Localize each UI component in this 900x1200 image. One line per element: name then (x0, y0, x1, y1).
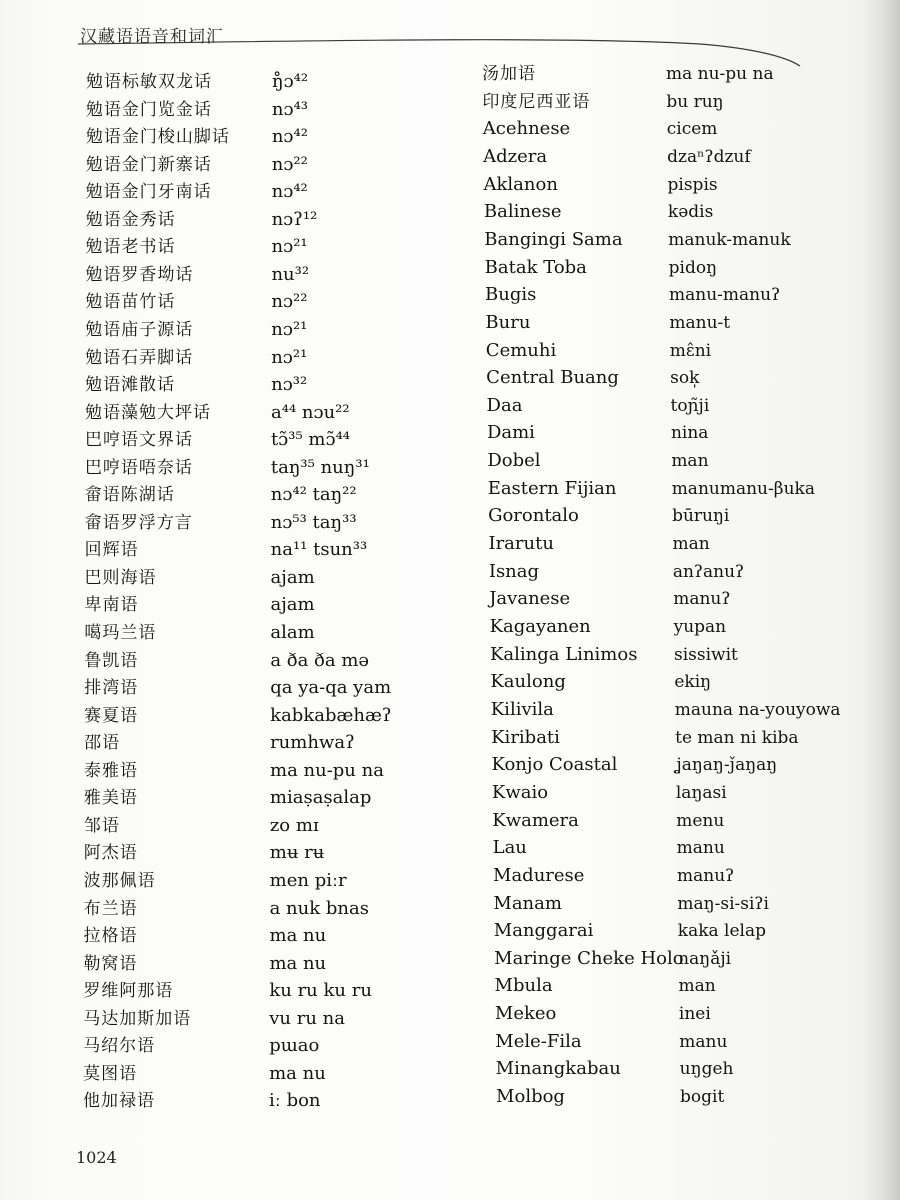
language-name: Eastern Fijian (487, 477, 617, 499)
language-name: Molbog (496, 1086, 565, 1108)
language-name: 马达加斯加语 (83, 1008, 192, 1029)
language-name: Kilivila (490, 698, 554, 720)
language-name: Mekeo (494, 1003, 557, 1025)
word-form: man (671, 451, 709, 472)
language-name: Javanese (489, 588, 571, 610)
language-name: 巴则海语 (84, 567, 157, 588)
word-form: ŋ̊ɔ⁴² (272, 71, 309, 92)
word-form: manuʔ (673, 589, 731, 610)
left-entry-row (84, 784, 464, 812)
word-form: qa ya-qa yam (270, 677, 392, 699)
language-name: Kwamera (492, 809, 579, 831)
word-form: sok̩ (670, 368, 700, 389)
word-form: a ða ða mə (270, 649, 370, 671)
language-name: 卑南语 (84, 595, 139, 616)
left-entry-row (85, 399, 465, 427)
language-name: Adzera (483, 145, 548, 167)
language-name: Manam (493, 892, 562, 914)
word-form: ekiŋ (674, 672, 712, 693)
language-name: Cemuhi (485, 339, 557, 361)
word-form: bogit (680, 1087, 725, 1108)
word-form: a nuk bnas (269, 897, 369, 919)
word-form: maŋ-si-siʔi (677, 893, 769, 914)
right-entry-row (489, 585, 819, 613)
right-entry-row (485, 309, 815, 337)
left-entry-row (86, 151, 466, 179)
right-entry-row (493, 834, 823, 862)
language-name: Aklanon (483, 173, 558, 195)
word-form: nɔ⁴² (271, 181, 308, 203)
language-name: 畲语罗浮方言 (84, 512, 193, 533)
language-name: 噶玛兰语 (84, 623, 157, 643)
word-form: ajam (270, 594, 315, 616)
right-entry-row (492, 807, 822, 835)
language-name: Gorontalo (488, 505, 579, 527)
word-form: būruŋi (672, 506, 730, 527)
right-entry-row (487, 392, 817, 420)
left-entry-row (85, 481, 465, 509)
language-name: 勉语标敏双龙话 (86, 72, 212, 92)
word-form: manu-t (669, 312, 731, 333)
word-form: kabkabæhæʔ (270, 704, 392, 726)
right-entry-row (494, 945, 824, 973)
word-form: nɔ²¹ (271, 318, 308, 340)
left-entry-row (85, 316, 465, 344)
language-name: 拉格语 (83, 926, 138, 947)
word-form: mauna na-youyowa (674, 699, 841, 720)
right-entry-row (495, 1000, 825, 1028)
word-form: miaṣaṣalap (269, 787, 372, 809)
word-form: rumhwaʔ (270, 732, 355, 754)
right-entry-row (487, 419, 817, 447)
word-form: taŋ³⁵ nuŋ³¹ (270, 456, 370, 478)
language-name: 鲁凯语 (84, 650, 139, 671)
word-form: yupan (673, 617, 727, 637)
language-name: 马绍尔语 (83, 1036, 156, 1057)
right-entry-row (495, 1028, 825, 1056)
word-form: vu ru na (269, 1007, 345, 1029)
language-name: 赛夏语 (84, 705, 139, 726)
word-form: alam (270, 622, 315, 643)
language-name: Kwaio (491, 781, 549, 803)
language-name: 印度尼西亚语 (482, 91, 591, 112)
word-form: ma nu-pu na (270, 759, 384, 781)
word-form: nɔ⁵³ taŋ³³ (270, 511, 357, 533)
language-name: 雅美语 (83, 788, 138, 809)
word-form: uŋgeh (679, 1059, 734, 1080)
word-form: dzaⁿʔdzuf (667, 146, 751, 167)
language-name: Mbula (494, 975, 553, 997)
right-entry-row (492, 751, 822, 779)
left-entry-row (83, 1005, 463, 1033)
right-entry-row (488, 530, 818, 558)
left-entry-row (84, 647, 464, 675)
language-name: 布兰语 (83, 898, 138, 919)
word-form: laŋasi (675, 782, 727, 803)
word-form: ajam (270, 566, 315, 588)
language-name: 罗维阿那语 (83, 981, 174, 1002)
word-form: manu (676, 838, 725, 859)
language-name: 巴哼语唔奈话 (84, 457, 193, 478)
language-name: Bangingi Sama (484, 228, 623, 250)
left-entry-row (85, 536, 465, 564)
word-form: nu³² (271, 263, 310, 285)
language-name: Konjo Coastal (491, 754, 618, 776)
left-entry-row (85, 454, 465, 482)
left-entry-row (85, 371, 465, 399)
word-form: ma nu-pu na (666, 64, 774, 84)
language-name: Buru (485, 311, 531, 333)
language-name: Madurese (493, 864, 585, 886)
language-name: Mele-Fila (495, 1030, 582, 1052)
word-form: naŋǎji (678, 948, 732, 969)
left-entry-row (84, 895, 464, 923)
word-form: nɔ⁴² taŋ²² (270, 484, 357, 506)
language-name: 勉语老书话 (85, 237, 176, 258)
language-name: 他加禄语 (83, 1091, 156, 1112)
word-form: toɲ̃ji (670, 395, 710, 416)
word-form: zo mɪ (269, 814, 319, 836)
left-entry-row (86, 123, 466, 151)
word-form: nɔ²¹ (271, 346, 308, 368)
running-head: 汉藏语语音和词汇 (80, 27, 224, 47)
left-entry-row (83, 1087, 463, 1115)
right-entry-row (490, 613, 820, 641)
left-entry-row (84, 702, 464, 730)
word-form: ma nu (269, 925, 327, 947)
right-entry-row (493, 890, 823, 918)
language-name: 汤加语 (482, 64, 536, 84)
word-form: sissiwit (673, 644, 738, 665)
right-entry-row (496, 1055, 826, 1083)
word-form: bu ruŋ (666, 91, 724, 112)
language-name: Central Buang (486, 367, 619, 389)
word-form: ma nu (269, 1062, 326, 1084)
language-name: 勉语石弄脚话 (85, 347, 194, 368)
right-entry-row (493, 862, 823, 890)
left-entry-row (86, 233, 466, 261)
word-form: nɔ⁴³ (271, 98, 309, 120)
word-form: man (678, 976, 716, 997)
right-entry-row (489, 558, 819, 586)
right-entry-row (496, 1083, 826, 1111)
language-name: Maringe Cheke Holo (494, 947, 684, 969)
word-form: nɔ²² (271, 291, 308, 313)
word-form: na¹¹ tsun³³ (270, 539, 368, 561)
language-name: 回辉语 (84, 540, 139, 561)
language-name: 勉语滩散话 (85, 375, 176, 396)
word-form: ʝaŋaŋ-ǰaŋaŋ (675, 755, 778, 776)
word-form: nɔ²² (271, 153, 308, 175)
right-entry-row (485, 281, 815, 309)
word-form: manu-manuʔ (669, 285, 781, 306)
language-name: 排湾语 (84, 678, 139, 699)
left-entry-row (85, 288, 465, 316)
word-form: kaka lelap (677, 921, 766, 942)
left-entry-row (85, 564, 465, 592)
left-entry-row (84, 812, 464, 840)
left-entry-row (86, 178, 466, 206)
word-form: menu (676, 810, 725, 831)
left-entry-row (84, 591, 464, 619)
language-name: 勉语藻勉大坪话 (85, 402, 212, 423)
left-entry-row (84, 757, 464, 785)
word-form: nɔ⁴² (271, 126, 308, 148)
word-form: anʔanuʔ (672, 561, 745, 582)
right-entry-row (484, 198, 814, 226)
language-name: 泰雅语 (84, 760, 138, 781)
language-name: Kagayanen (489, 616, 591, 637)
word-form: nɔ³² (271, 374, 308, 396)
left-entry-row (85, 426, 465, 454)
word-form: nɔ²¹ (271, 236, 308, 258)
word-form: ma nu (269, 952, 327, 974)
word-form: te man ni kiba (675, 727, 799, 748)
language-name: 勉语金门牙南话 (85, 182, 212, 203)
left-entry-row (83, 950, 463, 978)
left-entry-row (83, 1060, 463, 1088)
right-entry-row (490, 641, 820, 669)
right-entry-row (494, 917, 824, 945)
right-entry-row (484, 226, 814, 254)
word-form: pidoŋ (668, 257, 718, 278)
word-form: nina (670, 423, 709, 444)
left-entry-row (85, 261, 465, 289)
language-name: Bugis (485, 284, 537, 306)
right-entry-row (485, 254, 815, 282)
right-entry-row (487, 447, 817, 475)
language-name: Dobel (487, 450, 541, 472)
page-number: 1024 (76, 1148, 117, 1167)
language-name: 勒窝语 (83, 953, 138, 974)
right-entry-row (488, 475, 818, 503)
left-entry-row (85, 344, 465, 372)
language-name: 勉语金门览金话 (85, 99, 212, 120)
word-form: pispis (667, 174, 718, 195)
language-name: Isnag (488, 560, 540, 582)
word-form: mʉ rʉ (269, 842, 325, 864)
language-name: 邵语 (84, 733, 121, 754)
left-entry-row (83, 977, 463, 1005)
language-name: Dami (486, 422, 535, 444)
left-entry-row (84, 922, 464, 950)
language-name: Kaulong (490, 671, 566, 693)
language-name: Kalinga Linimos (489, 643, 638, 665)
right-entry-row (488, 502, 818, 530)
language-name: 勉语金门新寨话 (85, 154, 212, 175)
word-form: mɛ̂ni (669, 340, 712, 361)
language-name: Kiribati (491, 726, 560, 748)
language-name: 勉语罗香坳话 (85, 264, 194, 285)
word-form: cicem (666, 119, 718, 140)
language-name: 勉语金秀话 (85, 209, 176, 230)
word-form: men piːr (269, 869, 347, 891)
language-name: 勉语苗竹话 (85, 292, 176, 313)
left-entry-row (86, 68, 466, 96)
word-form: manumanu-βuka (671, 478, 815, 499)
word-form: ku ru ku ru (269, 980, 372, 1002)
left-entry-row (86, 206, 466, 234)
word-form: nɔʔ¹² (271, 208, 318, 230)
right-entry-row (482, 88, 812, 116)
word-form: iː bon (269, 1090, 321, 1112)
word-form: manuk-manuk (668, 229, 791, 250)
right-entry-row (483, 115, 813, 143)
language-name: 巴哼语文界话 (84, 430, 193, 451)
right-entry-row (495, 972, 825, 1000)
language-name: Balinese (483, 201, 562, 223)
word-form: pɯao (269, 1035, 320, 1057)
language-name: Daa (486, 394, 523, 416)
right-entry-row (486, 337, 816, 365)
language-name: Irarutu (488, 533, 554, 555)
right-entry-row (484, 171, 814, 199)
word-form: manu (679, 1031, 728, 1052)
right-entry-row (492, 779, 822, 807)
word-form: kədis (667, 202, 714, 223)
language-name: Manggarai (493, 920, 594, 942)
word-form: tɔ̃³⁵ mɔ̃⁴⁴ (270, 429, 351, 451)
word-form: inei (678, 1004, 711, 1025)
left-entry-row (83, 1032, 463, 1060)
left-entry-row (84, 619, 464, 647)
language-name: Minangkabau (495, 1058, 621, 1080)
left-entry-row (85, 509, 465, 537)
language-name: 勉语金门梭山脚话 (85, 127, 230, 148)
language-name: 阿杰语 (83, 843, 138, 864)
word-form: manuʔ (677, 865, 735, 886)
right-entry-row (483, 143, 813, 171)
left-entry-row (84, 839, 464, 867)
word-form: a⁴⁴ nɔu²² (271, 401, 350, 423)
right-entry-row (486, 364, 816, 392)
right-entry-row (490, 668, 820, 696)
language-name: 勉语庙子源话 (85, 319, 194, 340)
language-name: Lau (492, 837, 527, 859)
right-entry-row (491, 724, 821, 752)
language-name: 莫图语 (83, 1063, 138, 1084)
language-name: Acehnese (482, 118, 571, 140)
language-name: 邹语 (83, 815, 120, 836)
left-entry-row (84, 867, 464, 895)
left-entry-row (86, 96, 466, 124)
language-name: 波那佩语 (83, 870, 156, 891)
right-entry-row (482, 60, 812, 88)
word-form: man (672, 534, 710, 555)
language-name: Batak Toba (484, 256, 587, 278)
left-entry-row (84, 674, 464, 702)
right-entry-row (490, 696, 841, 724)
language-name: 畲语陈湖话 (84, 485, 175, 506)
left-entry-row (84, 729, 464, 757)
